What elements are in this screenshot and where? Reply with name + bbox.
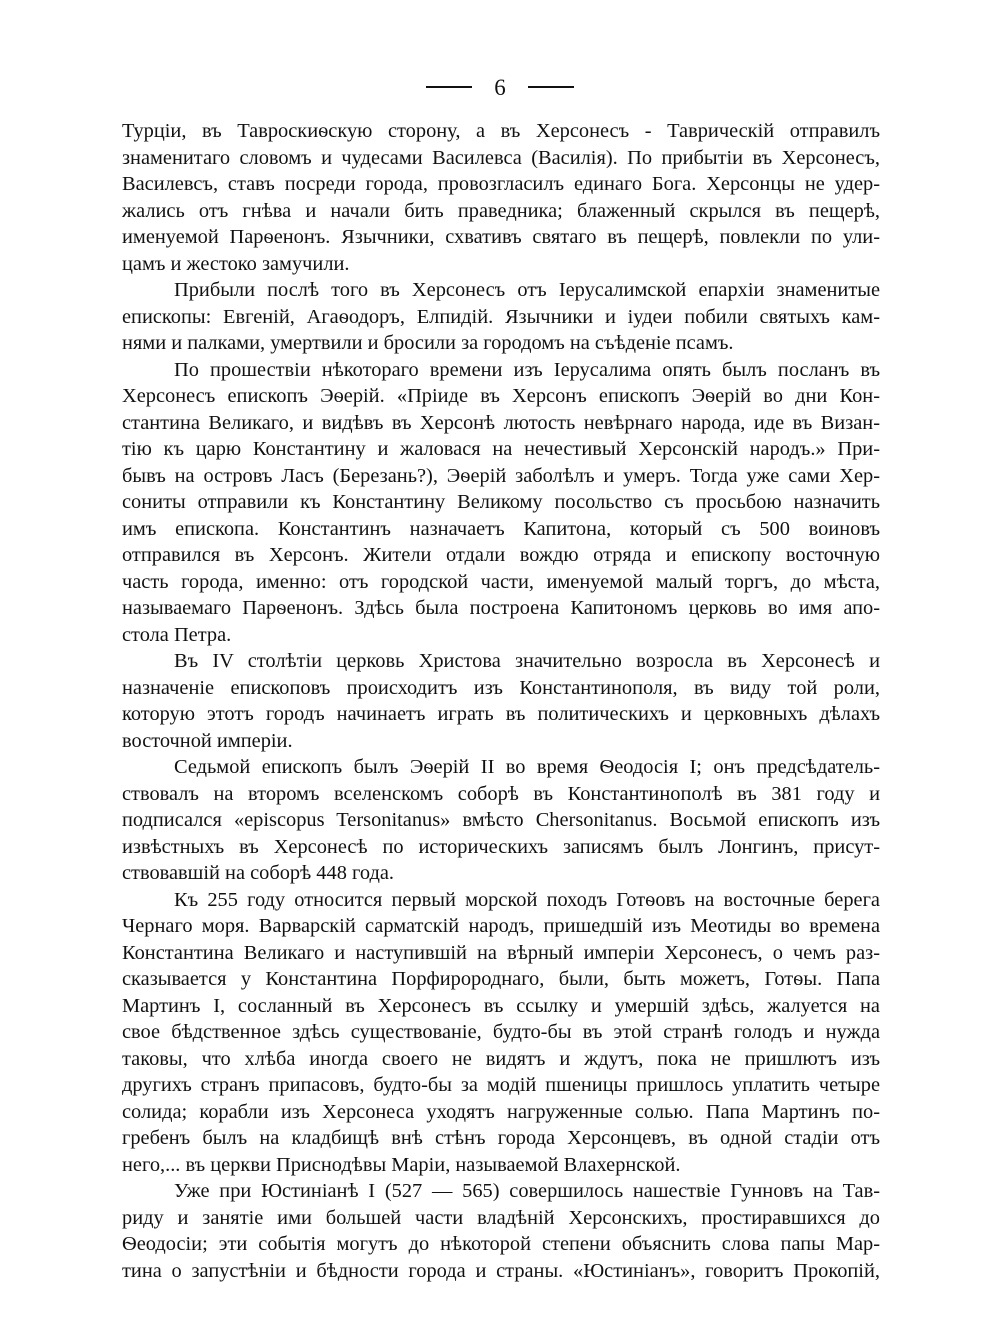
text-line: знаменитаго словомъ и чудесами Василевса (Василія). По прибытіи въ Херсонесъ, [122,146,880,169]
text-line: которую этотъ городъ начинаетъ играть въ политическихъ и церковныхъ дѣлахъ [122,703,880,725]
text-line: гребенъ былъ на кладбищѣ внѣ стѣнъ города Херсонцевъ, въ одной стадіи отъ [122,1127,880,1149]
text-line: Чернаго моря. Варварскій сарматскій народъ, пришедшій изъ Меотиды во времена [122,915,880,937]
text-line: риду и занятіе ими большей части владѣній Херсонскихъ, простиравшихся до [122,1206,880,1229]
text-line: бывъ на островъ Ласъ (Березань?), Эѳерій заболѣлъ и умеръ. Тогда уже сами Хер- [122,464,880,487]
page-number: 6 [494,74,506,100]
text-line: ствовавшій на соборѣ 448 года. [122,862,394,884]
text-line: назначеніе епископовъ происходитъ изъ Константинополя, въ виду той роли, [122,676,880,699]
text-line: солида; корабли изъ Херсонеса уходятъ нагруженные солью. Папа Мартинъ по- [122,1100,880,1123]
header-rule-left [426,86,472,88]
text-line: По прошествіи нѣкотораго времени изъ Іерусалима опять былъ посланъ въ [174,358,880,381]
text-line: именуемой Парѳенонъ. Язычники, схвативъ святаго въ пещерѣ, повлекли по ули- [122,226,880,248]
text-line: него,... въ церкви Приснодѣвы Маріи, называемой Влахернской. [122,1153,681,1176]
text-line: часть города, именно: отъ городской части, именуемой малый торгъ, до мѣста, [122,570,880,593]
text-line: Мартинъ I, сосланный въ Херсонесъ въ ссылку и умершій здѣсь, жалуется на [122,994,880,1017]
text-line: Константина Великаго и наступившій на вѣрный имперіи Херсонесъ, о чемъ раз- [122,941,880,964]
text-line: епископы: Евгеній, Агаѳодоръ, Елпидій. Язычники и іудеи побили святыхъ кам- [122,305,880,328]
header-rule-right [528,86,574,88]
text-line: извѣстныхъ въ Херсонесѣ по историческихъ записямъ былъ Лонгинъ, присут- [122,835,880,858]
text-line: восточной имперіи. [122,729,293,752]
text-line: цамъ и жестоко замучили. [122,252,350,275]
text-line: Уже при Юстиніанѣ I (527 — 565) совершилось нашествіе Гунновъ на Тав- [174,1180,880,1202]
text-line: другихъ странъ припасовъ, будто-бы за модій пшеницы пришлось уплатить четыре [122,1074,880,1096]
text-line: свое бѣдственное здѣсь существованіе, будто-бы въ этой странѣ голодъ и нужда [122,1021,880,1043]
text-line: Къ 255 году относится первый морской походъ Готѳовъ на восточные берега [174,888,880,911]
text-line: ствовалъ на второмъ вселенскомъ соборѣ въ Константинополѣ въ 381 году и [122,782,880,805]
text-line: сониты отправили къ Константину Великому посольство съ просьбою назначить [122,491,880,513]
text-line: имъ епископа. Константинъ назначаетъ Капитона, который съ 500 воиновъ [122,517,880,540]
text-line: сказывается у Константина Порфиророднаго, были, быть можетъ, Готѳы. Папа [122,968,880,990]
text-line: стантина Великаго, и видѣвъ въ Херсонѣ лютость невѣрнаго народа, иде въ Визан- [122,411,880,434]
text-line: жались отъ гнѣва и начали бить праведника; блаженный скрылся въ пещерѣ, [122,199,880,222]
text-line: стола Петра. [122,623,232,646]
body-text [122,118,880,1284]
text-line: отправился въ Херсонъ. Жители отдали вождю отряда и епископу восточную [122,544,880,566]
text-line: называемаго Парѳенонъ. Здѣсь была построена Капитономъ церковь во имя апо- [122,597,880,619]
text-line: тію къ царю Константину и жаловася на нечестивый Херсонскій народъ.» При- [122,438,880,460]
text-line: нями и палками, умертвили и бросили за городомъ на съѣденіе псамъ. [122,332,734,354]
text-line: Въ IV столѣтіи церковь Христова значительно возросла въ Херсонесѣ и [174,650,880,672]
text-line: Седьмой епископъ былъ Эѳерій II во время Ѳеодосія I; онъ предсѣдатель- [174,756,880,778]
text-line: подписался «episcopus Tersonitanus» вмѣсто Chersonitanus. Восьмой епископъ изъ [122,809,880,831]
text-line: Ѳеодосіи; эти событія могутъ до нѣкоторой степени объяснить слова папы Мар- [122,1233,880,1255]
text-line: Прибыли послѣ того въ Херсонесъ отъ Іерусалимской епархіи знаменитые [174,279,880,301]
text-line: Турціи, въ Таврoскиѳскую сторону, а въ Херсонесъ - Таврическій отправилъ [122,120,880,142]
text-line: Василевсъ, ставъ посреди города, провозгласилъ единаго Бога. Херсонцы не удер- [122,173,880,195]
text-line: тина о запустѣніи и бѣдности города и страны. «Юстиніанъ», говоритъ Прокопій, [122,1259,880,1282]
text-line: Херсонесъ епископъ Эѳерій. «Пріиде въ Херсонъ епископъ Эѳерій во дни Кон- [122,385,880,407]
page-header [0,70,1000,104]
text-line: таковы, что хлѣба иногда своего не видятъ и ждутъ, пока не пришлютъ изъ [122,1047,880,1070]
